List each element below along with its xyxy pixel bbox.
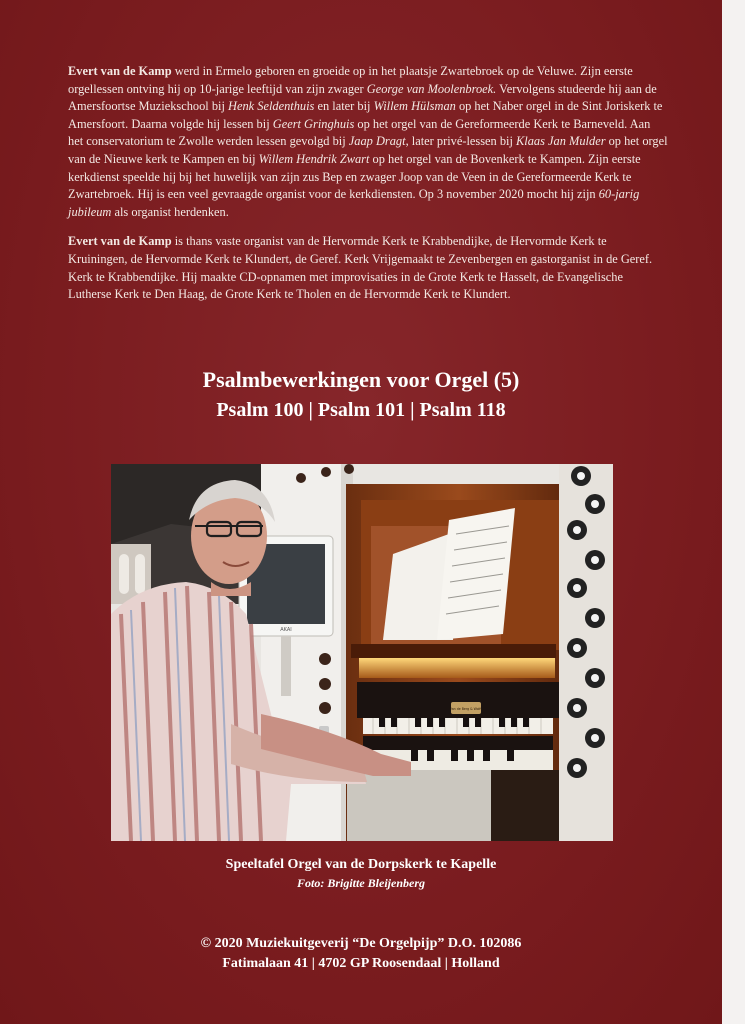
bio-emphasis: Willem Hendrik Zwart <box>258 151 370 166</box>
bio-emphasis: Henk Seldenthuis <box>228 99 315 114</box>
bio-emphasis: Jaap Dragt <box>348 134 406 149</box>
bio-emphasis: Geert Gringhuis <box>272 116 355 131</box>
builder-plate: Van de Berg & Wolfs <box>449 707 483 711</box>
bio-emphasis: Klaas Jan Mulder <box>516 134 606 149</box>
bio-text: op het orgel van de Gereformeerde Kerk te Barneveld. Aan het conservatorium te Zwolle werden lessen gevolgd bij <box>68 116 651 149</box>
bio-emphasis: George van Moolenbroek. <box>366 81 497 96</box>
bio-paragraph-1 <box>68 63 668 221</box>
bio-name: Evert van de Kamp <box>68 64 172 78</box>
scan-edge <box>722 0 745 1024</box>
copyright-line: © 2020 Muziekuitgeverij “De Orgelpijp” D.O. 102086 <box>200 936 522 951</box>
bio-emphasis: 60-jarig jubileum <box>68 187 640 219</box>
photo-credit: Foto: Brigitte Bleijenberg <box>297 876 425 890</box>
collection-title: Psalmbewerkingen voor Orgel (5) <box>202 367 520 392</box>
bio-text: op het orgel van de Nieuwe kerk te Kampen en bij <box>68 134 668 166</box>
bio-text: , later privé-lessen bij <box>405 134 517 149</box>
photo-caption: Speeltafel Orgel van de Dorpskerk te Kapelle <box>225 857 497 872</box>
biography <box>68 63 668 316</box>
publisher-address: Fatimalaan 41 | 4702 GP Roosendaal | Holland <box>222 956 500 971</box>
bio-text: en later bij <box>314 99 374 114</box>
bio-text: op het orgel van de Bovenkerk te Kampen. Zijn eerste kerkdienst speelde hij bij het huwelijk van zijn zus Bep en zwager Joop van de Veen in de Gereformeerde Kerk te Zwartebroek. Hij is een veel gevraagde organist voor de kerkdiensten. Op 3 november 2020 mocht hij zijn <box>68 151 641 202</box>
bio-emphasis: Willem Hülsman <box>373 99 456 114</box>
bio-name: Evert van de Kamp <box>68 234 172 249</box>
organist-photo <box>111 464 613 841</box>
bio-text: is thans vaste organist van de Hervormde Kerk te Krabbendijke, de Hervormde Kerk te Kruiningen, de Hervormde Kerk te Klundert, de Geref. Kerk Vrijgemaakt te Zevenbergen en gastorganist in de Geref. Kerk te Krabbendijke. Hij maakte CD-opnamen met improvisaties in de Grote Kerk te Hasselt, de Evangelische Lutherse Kerk te Den Haag, de Grote Kerk te Tholen en de Hervormde Kerk te Klundert. <box>68 234 653 302</box>
bio-text: Vervolgens studeerde hij aan de Amersfoortse Muziekschool bij <box>68 81 657 114</box>
monitor-brand-label: AKAI <box>280 627 292 633</box>
bio-paragraph-2 <box>68 233 668 303</box>
psalm-list: Psalm 100 | Psalm 101 | Psalm 118 <box>216 399 506 421</box>
bio-text: als organist herdenken. <box>111 204 229 219</box>
bio-text: werd in Ermelo geboren en groeide op in het plaatsje Zwartebroek op de Veluwe. Zijn eerste orgellessen ontving hij op 10-jarige leeftijd van zijn zwager <box>68 64 633 96</box>
bio-text: op het Naber orgel in de Sint Joriskerk te Amersfoort. Daarna volgde hij lessen bij <box>68 99 663 131</box>
